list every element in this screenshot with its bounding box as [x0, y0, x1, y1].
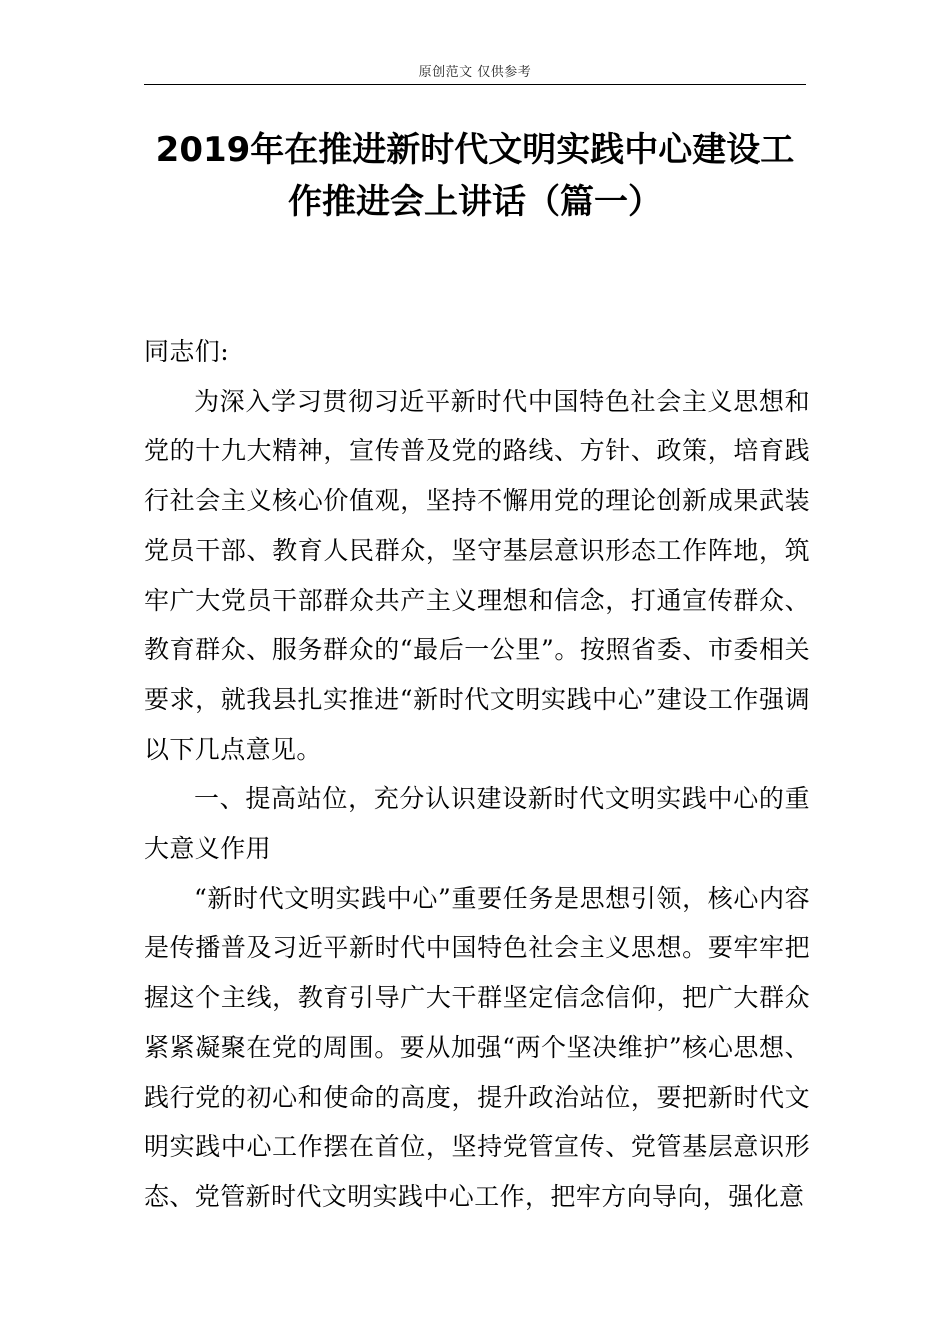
document-title: [144, 124, 806, 228]
paragraph-intro: 为深入学习贯彻习近平新时代中国特色社会主义思想和党的十九大精神，宣传普及党的路线、方针、政策，培育践行社会主义核心价值观，坚持不懈用党的理论创新成果武装党员干部、教育人民群众，坚守基层意识形态工作阵地，筑牢广大党员干部群众共产主义理想和信念，打通宣传群众、教育群众、服务群众的“最后一公里”。按照省委、市委相关要求，就我县扎实推进“新时代文明实践中心”建设工作强调以下几点意见。: [144, 386, 810, 764]
section-heading-1: 一、提高站位，充分认识建设新时代文明实践中心的重大意义作用: [144, 784, 810, 864]
title-line-1: 2019年在推进新时代文明实践中心建设工: [155, 130, 795, 170]
page-header: 原创范文 仅供参考: [144, 62, 806, 85]
salutation: 同志们:: [144, 337, 230, 366]
document-body: [144, 327, 810, 1222]
paragraph-section-1: “新时代文明实践中心”重要任务是思想引领，核心内容是传播普及习近平新时代中国特色社会主义思想。要牢牢把握这个主线，教育引导广大干群坚定信念信仰，把广大群众紧紧凝聚在党的周围。要从加强“两个坚决维护”核心思想、践行党的初心和使命的高度，提升政治站位，要把新时代文明实践中心工作摆在首位，坚持党管宣传、党管基层意识形态、党管新时代文明实践中心工作，把牢方向导向，强化意: [144, 883, 810, 1211]
title-line-2: 作推进会上讲话（篇一）: [288, 182, 662, 222]
